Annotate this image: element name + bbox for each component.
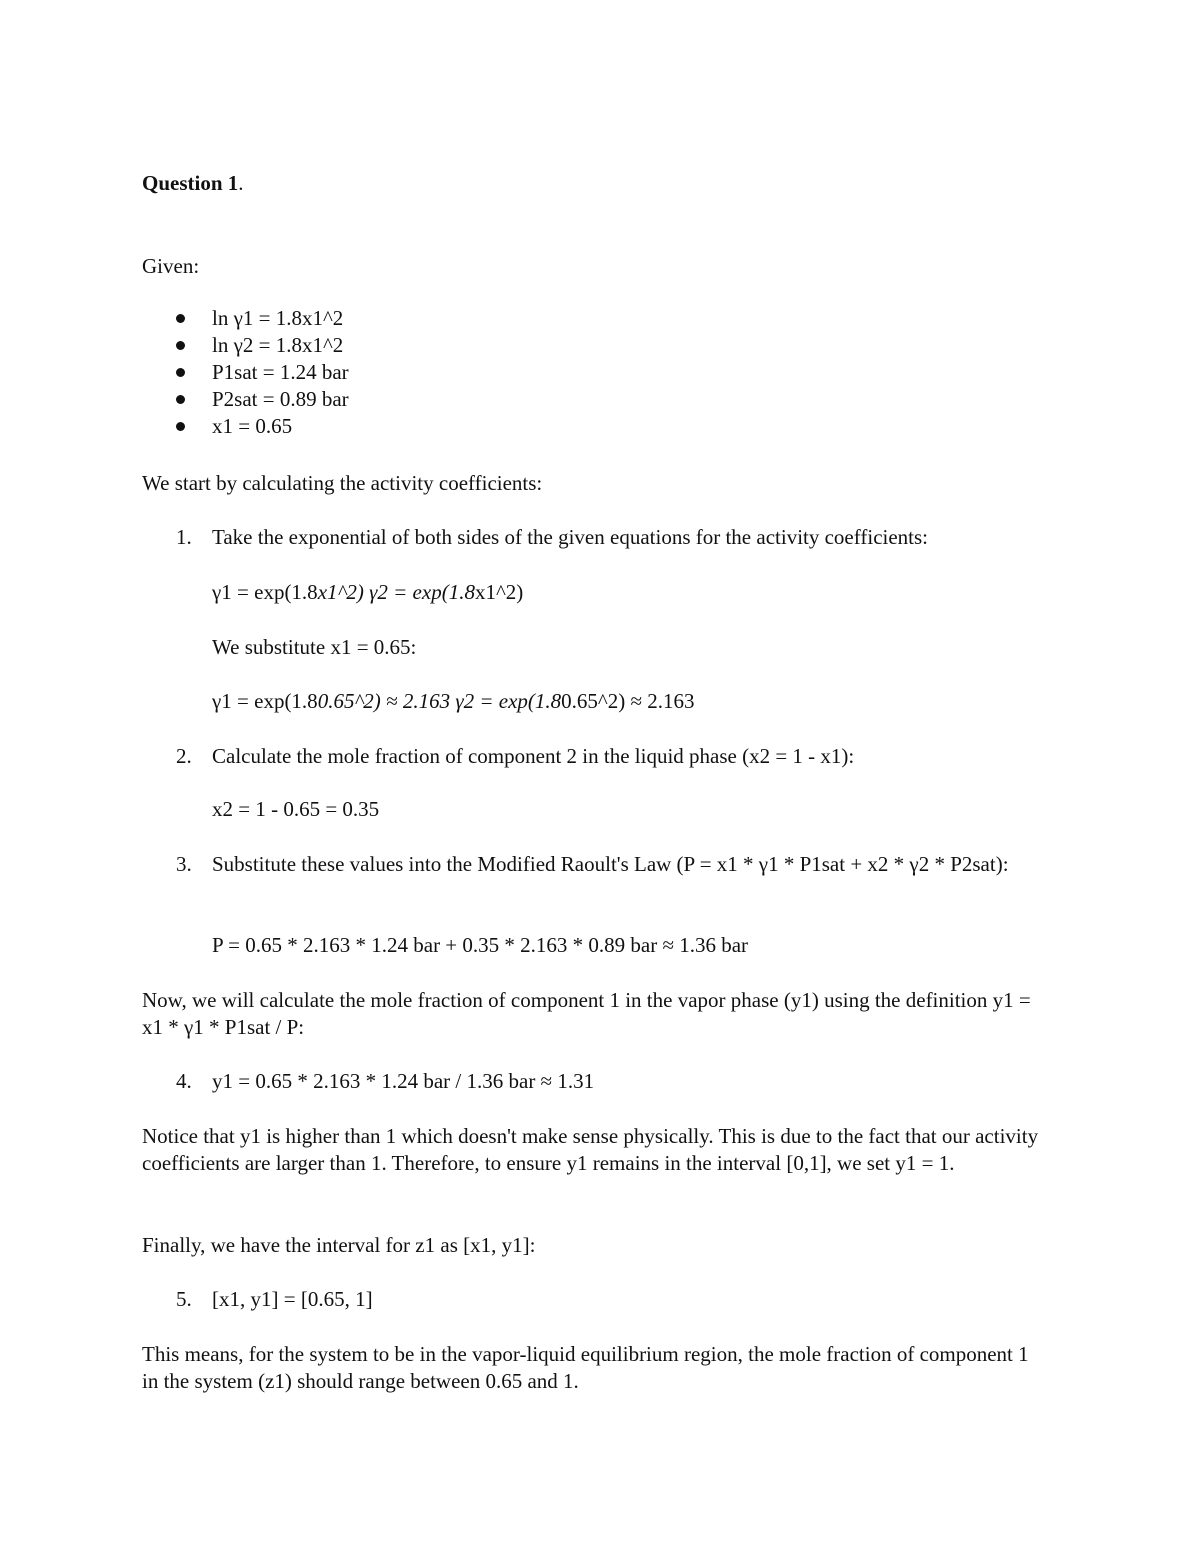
vapor-intro-paragraph: Now, we will calculate the mole fraction of component 1 in the vapor phase (y1) using the definition y1 = x1 * γ1 * P1sat / P:	[142, 988, 1031, 1039]
bullet-icon	[176, 368, 185, 377]
equation-part-italic: 0.65^2) ≈ 2.163 γ2 = exp(1.8	[317, 689, 562, 713]
step-number: 1.	[176, 525, 192, 549]
given-item	[142, 332, 349, 359]
equation-part: x1^2)	[474, 580, 524, 604]
given-item-text: ln γ1 = 1.8x1^2	[212, 306, 344, 330]
step-5	[142, 1286, 1042, 1313]
question-title-dot: .	[238, 171, 244, 195]
question-title	[142, 170, 244, 197]
given-item-text: x1 = 0.65	[212, 414, 293, 438]
substitution-line: We substitute x1 = 0.65:	[212, 635, 417, 659]
finally-paragraph: Finally, we have the interval for z1 as [x1, y1]:	[142, 1233, 536, 1257]
equation-part: 0.65^2) ≈ 2.163	[561, 689, 695, 713]
bullet-icon	[176, 422, 185, 431]
given-item	[142, 305, 349, 332]
given-label: Given:	[142, 254, 200, 278]
given-item	[142, 386, 349, 413]
equation-part: γ1 = exp(1.8	[212, 689, 318, 713]
conclusion-paragraph: This means, for the system to be in the vapor-liquid equilibrium region, the mole fraction of component 1 in the system (z1) should range between 0.65 and 1.	[142, 1342, 1029, 1393]
bullet-icon	[176, 314, 185, 323]
step-3	[142, 851, 1042, 878]
given-list	[142, 305, 349, 440]
step-number: 3.	[176, 852, 192, 876]
step-number: 2.	[176, 744, 192, 768]
bullet-icon	[176, 341, 185, 350]
step-text: Take the exponential of both sides of the given equations for the activity coefficients:	[212, 525, 929, 549]
step-text: y1 = 0.65 * 2.163 * 1.24 bar / 1.36 bar ≈ 1.31	[212, 1069, 595, 1093]
notice-paragraph: Notice that y1 is higher than 1 which doesn't make sense physically. This is due to the fact that our activity coefficients are larger than 1. Therefore, to ensure y1 remains in the interval [0,1], we set y1 = 1.	[142, 1124, 1039, 1175]
step-number: 5.	[176, 1287, 192, 1311]
equation-part-italic: x1^2) γ2 = exp(1.8	[317, 580, 475, 604]
given-item-text: ln γ2 = 1.8x1^2	[212, 333, 344, 357]
step-number: 4.	[176, 1069, 192, 1093]
step-text: Calculate the mole fraction of component 2 in the liquid phase (x2 = 1 - x1):	[212, 744, 855, 768]
step-1	[142, 524, 1042, 551]
given-item-text: P1sat = 1.24 bar	[212, 360, 349, 384]
equation-x2: x2 = 1 - 0.65 = 0.35	[212, 797, 380, 821]
given-item	[142, 413, 349, 440]
step-text: [x1, y1] = [0.65, 1]	[212, 1287, 373, 1311]
step-2	[142, 743, 1042, 770]
step-4	[142, 1068, 1042, 1095]
given-item-text: P2sat = 0.89 bar	[212, 387, 349, 411]
step-text: Substitute these values into the Modified Raoult's Law (P = x1 * γ1 * P1sat + x2 * γ2 * P2sat):	[212, 852, 1009, 876]
equation-gamma-value	[212, 688, 695, 715]
bullet-icon	[176, 395, 185, 404]
intro-paragraph: We start by calculating the activity coefficients:	[142, 471, 543, 495]
given-item	[142, 359, 349, 386]
question-title-bold: Question 1	[142, 171, 239, 195]
equation-pressure: P = 0.65 * 2.163 * 1.24 bar + 0.35 * 2.163 * 0.89 bar ≈ 1.36 bar	[212, 933, 749, 957]
equation-part: γ1 = exp(1.8	[212, 580, 318, 604]
equation-gamma-exp	[212, 579, 523, 606]
